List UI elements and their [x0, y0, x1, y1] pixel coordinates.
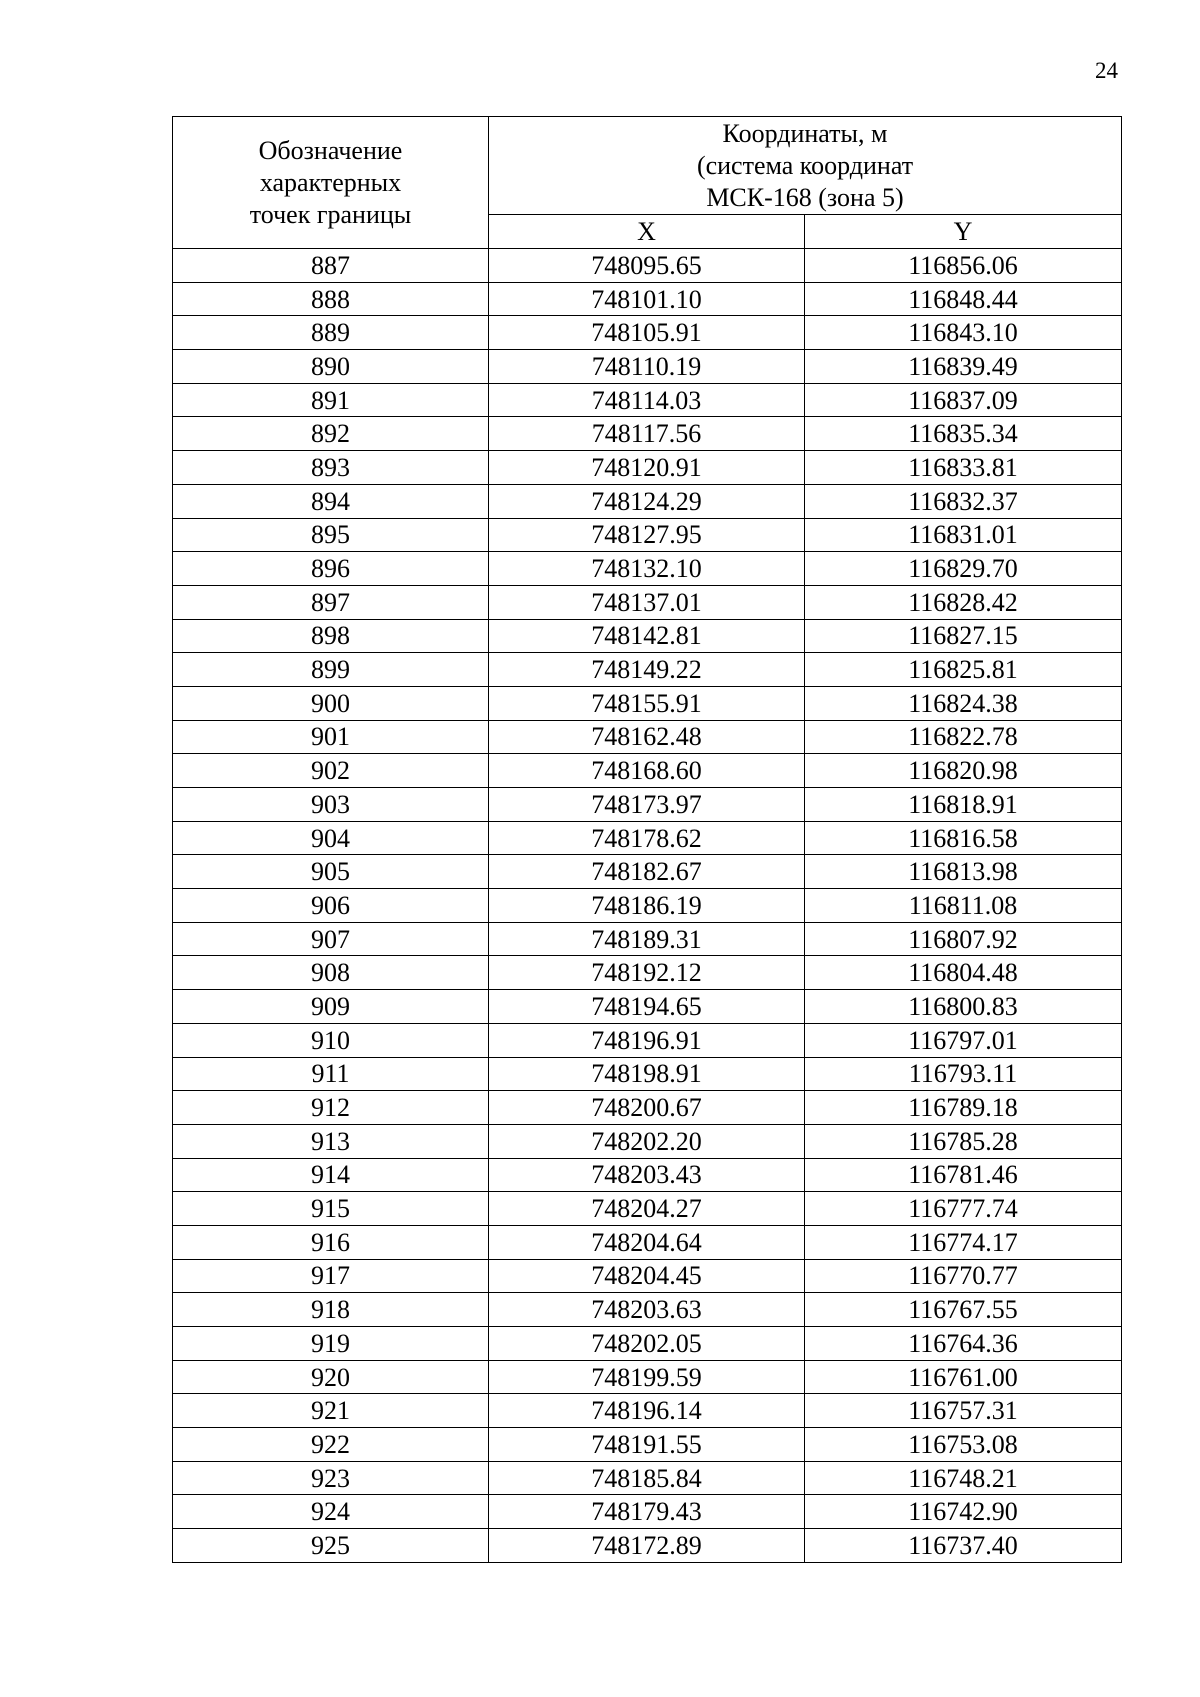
- table-header: [173, 117, 1122, 249]
- x-coordinate-cell: 748182.67: [489, 855, 805, 889]
- x-coordinate-cell: 748202.05: [489, 1327, 805, 1361]
- table-row: [173, 1259, 1122, 1293]
- point-id-cell: 916: [173, 1225, 489, 1259]
- page-number: 24: [1095, 58, 1118, 83]
- point-id-cell: 900: [173, 686, 489, 720]
- y-coordinate-cell: 116753.08: [805, 1428, 1122, 1462]
- x-coordinate-cell: 748185.84: [489, 1461, 805, 1495]
- point-id-cell: 905: [173, 855, 489, 889]
- table-row: [173, 383, 1122, 417]
- coordinates-header: [489, 117, 1122, 215]
- y-coordinate-cell: 116820.98: [805, 754, 1122, 788]
- point-id-cell: 901: [173, 720, 489, 754]
- point-id-cell: 917: [173, 1259, 489, 1293]
- x-coordinate-cell: 748173.97: [489, 788, 805, 822]
- table-row: [173, 484, 1122, 518]
- table-row: [173, 1057, 1122, 1091]
- y-coordinate-cell: 116822.78: [805, 720, 1122, 754]
- x-coordinate-cell: 748168.60: [489, 754, 805, 788]
- table-body: [173, 249, 1122, 1563]
- table-row: [173, 1091, 1122, 1125]
- x-coordinate-cell: 748191.55: [489, 1428, 805, 1462]
- x-coordinate-cell: 748127.95: [489, 518, 805, 552]
- table-row: [173, 350, 1122, 384]
- point-id-cell: 920: [173, 1360, 489, 1394]
- table-row: [173, 720, 1122, 754]
- table-row: [173, 518, 1122, 552]
- point-id-cell: 925: [173, 1529, 489, 1563]
- table-row: [173, 1360, 1122, 1394]
- x-coordinate-cell: 748095.65: [489, 249, 805, 283]
- point-id-cell: 887: [173, 249, 489, 283]
- y-coordinate-cell: 116793.11: [805, 1057, 1122, 1091]
- x-coordinate-cell: 748204.27: [489, 1192, 805, 1226]
- point-id-cell: 906: [173, 889, 489, 923]
- y-coordinate-cell: 116737.40: [805, 1529, 1122, 1563]
- table-row: [173, 1428, 1122, 1462]
- y-coordinate-cell: 116835.34: [805, 417, 1122, 451]
- y-coordinate-cell: 116824.38: [805, 686, 1122, 720]
- x-coordinate-cell: 748186.19: [489, 889, 805, 923]
- x-coordinate-cell: 748204.45: [489, 1259, 805, 1293]
- x-coordinate-cell: 748204.64: [489, 1225, 805, 1259]
- x-coordinate-cell: 748155.91: [489, 686, 805, 720]
- point-id-cell: 914: [173, 1158, 489, 1192]
- table-row: [173, 788, 1122, 822]
- y-coordinate-cell: 116828.42: [805, 585, 1122, 619]
- y-column-header: Y: [805, 215, 1122, 249]
- y-coordinate-cell: 116757.31: [805, 1394, 1122, 1428]
- y-coordinate-cell: 116748.21: [805, 1461, 1122, 1495]
- table-row: [173, 1192, 1122, 1226]
- x-coordinate-cell: 748105.91: [489, 316, 805, 350]
- point-id-cell: 904: [173, 821, 489, 855]
- y-coordinate-cell: 116777.74: [805, 1192, 1122, 1226]
- y-coordinate-cell: 116837.09: [805, 383, 1122, 417]
- point-id-cell: 910: [173, 1023, 489, 1057]
- point-id-cell: 892: [173, 417, 489, 451]
- table-row: [173, 686, 1122, 720]
- x-coordinate-cell: 748200.67: [489, 1091, 805, 1125]
- y-coordinate-cell: 116831.01: [805, 518, 1122, 552]
- y-coordinate-cell: 116797.01: [805, 1023, 1122, 1057]
- y-coordinate-cell: 116770.77: [805, 1259, 1122, 1293]
- table-row: [173, 1461, 1122, 1495]
- y-coordinate-cell: 116818.91: [805, 788, 1122, 822]
- point-id-cell: 899: [173, 653, 489, 687]
- y-coordinate-cell: 116829.70: [805, 552, 1122, 586]
- y-coordinate-cell: 116813.98: [805, 855, 1122, 889]
- point-id-cell: 902: [173, 754, 489, 788]
- point-id-cell: 912: [173, 1091, 489, 1125]
- coordinates-header-line2: (система координат: [696, 150, 914, 180]
- table-row: [173, 889, 1122, 923]
- y-coordinate-cell: 116811.08: [805, 889, 1122, 923]
- y-coordinate-cell: 116767.55: [805, 1293, 1122, 1327]
- point-id-cell: 890: [173, 350, 489, 384]
- point-id-cell: 919: [173, 1327, 489, 1361]
- coordinates-table: [172, 116, 1122, 1563]
- y-coordinate-cell: 116848.44: [805, 282, 1122, 316]
- table-row: [173, 282, 1122, 316]
- point-id-cell: 889: [173, 316, 489, 350]
- table-row: [173, 249, 1122, 283]
- point-designation-header: Обозначение характерных точек границы: [173, 117, 489, 249]
- x-coordinate-cell: 748120.91: [489, 451, 805, 485]
- x-coordinate-cell: 748196.14: [489, 1394, 805, 1428]
- table-row: [173, 1293, 1122, 1327]
- x-coordinate-cell: 748179.43: [489, 1495, 805, 1529]
- table-row: [173, 1529, 1122, 1563]
- table-row: [173, 316, 1122, 350]
- y-coordinate-cell: 116789.18: [805, 1091, 1122, 1125]
- point-id-cell: 894: [173, 484, 489, 518]
- point-id-cell: 893: [173, 451, 489, 485]
- table-row: [173, 552, 1122, 586]
- point-id-cell: 891: [173, 383, 489, 417]
- x-coordinate-cell: 748172.89: [489, 1529, 805, 1563]
- x-coordinate-cell: 748196.91: [489, 1023, 805, 1057]
- x-coordinate-cell: 748198.91: [489, 1057, 805, 1091]
- point-id-cell: 898: [173, 619, 489, 653]
- table-row: [173, 1394, 1122, 1428]
- table-row: [173, 922, 1122, 956]
- y-coordinate-cell: 116833.81: [805, 451, 1122, 485]
- x-coordinate-cell: 748114.03: [489, 383, 805, 417]
- point-id-cell: 896: [173, 552, 489, 586]
- table-row: [173, 956, 1122, 990]
- table-row: [173, 1158, 1122, 1192]
- x-coordinate-cell: 748199.59: [489, 1360, 805, 1394]
- y-coordinate-cell: 116807.92: [805, 922, 1122, 956]
- y-coordinate-cell: 116800.83: [805, 990, 1122, 1024]
- point-id-cell: 895: [173, 518, 489, 552]
- x-coordinate-cell: 748142.81: [489, 619, 805, 653]
- y-coordinate-cell: 116764.36: [805, 1327, 1122, 1361]
- point-id-cell: 911: [173, 1057, 489, 1091]
- point-id-cell: 923: [173, 1461, 489, 1495]
- point-id-cell: 913: [173, 1124, 489, 1158]
- x-coordinate-cell: 748189.31: [489, 922, 805, 956]
- coordinates-header-line1: Координаты, м: [722, 118, 888, 148]
- y-coordinate-cell: 116839.49: [805, 350, 1122, 384]
- x-coordinate-cell: 748117.56: [489, 417, 805, 451]
- y-coordinate-cell: 116774.17: [805, 1225, 1122, 1259]
- x-coordinate-cell: 748203.43: [489, 1158, 805, 1192]
- table-row: [173, 1023, 1122, 1057]
- table-row: [173, 855, 1122, 889]
- x-coordinate-cell: 748203.63: [489, 1293, 805, 1327]
- y-coordinate-cell: 116816.58: [805, 821, 1122, 855]
- x-coordinate-cell: 748178.62: [489, 821, 805, 855]
- y-coordinate-cell: 116761.00: [805, 1360, 1122, 1394]
- y-coordinate-cell: 116781.46: [805, 1158, 1122, 1192]
- point-id-cell: 921: [173, 1394, 489, 1428]
- y-coordinate-cell: 116825.81: [805, 653, 1122, 687]
- point-id-cell: 888: [173, 282, 489, 316]
- table-row: [173, 417, 1122, 451]
- point-id-cell: 924: [173, 1495, 489, 1529]
- point-id-cell: 903: [173, 788, 489, 822]
- x-coordinate-cell: 748101.10: [489, 282, 805, 316]
- table-row: [173, 821, 1122, 855]
- y-coordinate-cell: 116856.06: [805, 249, 1122, 283]
- y-coordinate-cell: 116843.10: [805, 316, 1122, 350]
- table-row: [173, 585, 1122, 619]
- table-row: [173, 990, 1122, 1024]
- table-row: [173, 754, 1122, 788]
- point-id-cell: 897: [173, 585, 489, 619]
- x-coordinate-cell: 748132.10: [489, 552, 805, 586]
- x-coordinate-cell: 748192.12: [489, 956, 805, 990]
- x-coordinate-cell: 748149.22: [489, 653, 805, 687]
- point-id-cell: 918: [173, 1293, 489, 1327]
- x-coordinate-cell: 748162.48: [489, 720, 805, 754]
- x-coordinate-cell: 748202.20: [489, 1124, 805, 1158]
- point-id-cell: 915: [173, 1192, 489, 1226]
- point-id-cell: 908: [173, 956, 489, 990]
- table-row: [173, 653, 1122, 687]
- x-coordinate-cell: 748110.19: [489, 350, 805, 384]
- x-coordinate-cell: 748137.01: [489, 585, 805, 619]
- table-row: [173, 1124, 1122, 1158]
- point-id-cell: 909: [173, 990, 489, 1024]
- table-row: [173, 1495, 1122, 1529]
- table-row: [173, 451, 1122, 485]
- coordinates-header-line3: МСК-168 (зона 5): [706, 182, 904, 212]
- y-coordinate-cell: 116785.28: [805, 1124, 1122, 1158]
- y-coordinate-cell: 116827.15: [805, 619, 1122, 653]
- x-coordinate-cell: 748124.29: [489, 484, 805, 518]
- table-row: [173, 619, 1122, 653]
- point-id-cell: 922: [173, 1428, 489, 1462]
- y-coordinate-cell: 116742.90: [805, 1495, 1122, 1529]
- y-coordinate-cell: 116832.37: [805, 484, 1122, 518]
- point-id-cell: 907: [173, 922, 489, 956]
- y-coordinate-cell: 116804.48: [805, 956, 1122, 990]
- table-row: [173, 1225, 1122, 1259]
- x-column-header: X: [489, 215, 805, 249]
- table-row: [173, 1327, 1122, 1361]
- x-coordinate-cell: 748194.65: [489, 990, 805, 1024]
